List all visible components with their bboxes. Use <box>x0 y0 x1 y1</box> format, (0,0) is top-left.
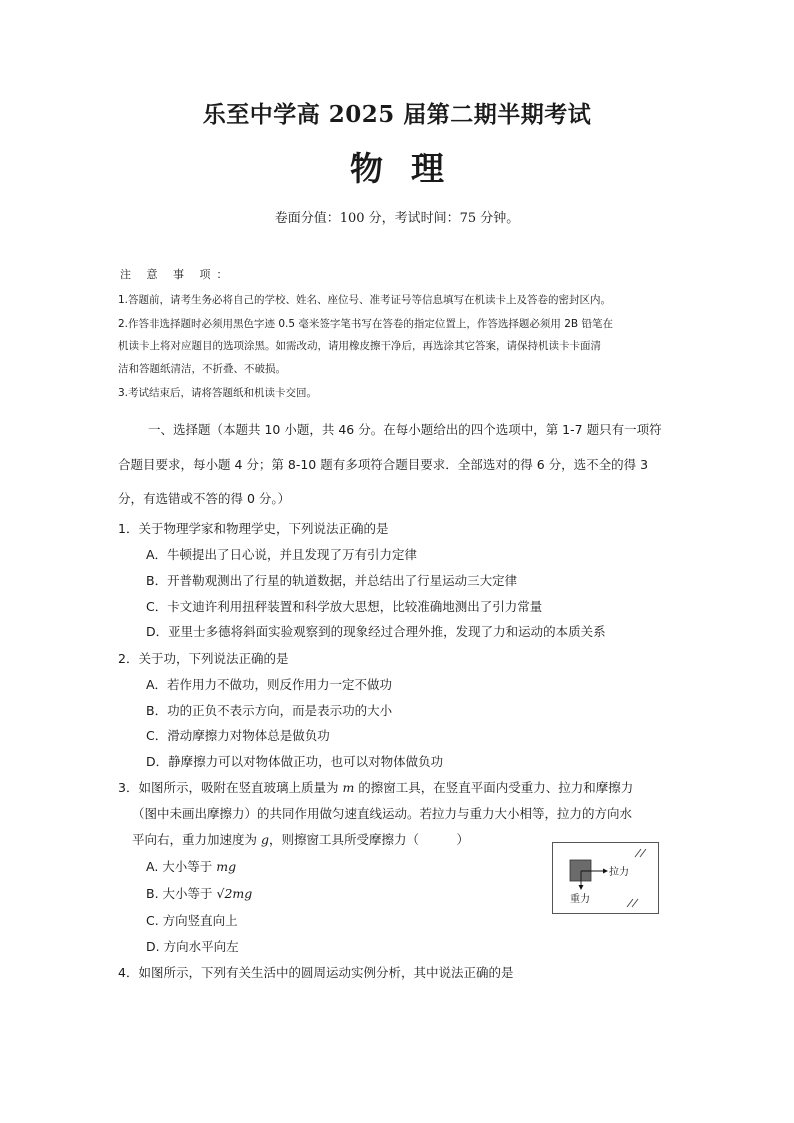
question-3-stem-line1 <box>118 778 633 796</box>
glass-mark <box>627 899 633 907</box>
question-2-option-d: D．静摩擦力可以对物体做正功，也可以对物体做负功 <box>146 754 444 769</box>
question-2-option-b: B．功的正负不表示方向，而是表示功的大小 <box>146 703 393 718</box>
stem-text: 3．如图所示，吸附在竖直玻璃上质量为 <box>118 780 343 795</box>
notice-item: 机读卡上将对应题目的选项涂黑。如需改动，请用橡皮擦干净后，再选涂其它答案，请保持机读卡卡面清 <box>118 340 601 352</box>
subject-title: 物理 <box>350 149 472 188</box>
gravity-symbol: g <box>260 832 269 847</box>
question-3-stem-line3 <box>132 830 469 848</box>
cleaning-tool-block <box>570 860 591 881</box>
section-intro: 一、选择题（本题共 10 小题，共 46 分。在每小题给出的四个选项中，第 1-7 题只有一项符 <box>148 422 662 437</box>
score-info: 卷面分值：100 分，考试时间：75 分钟。 <box>274 211 520 226</box>
window-cleaner-figure <box>552 842 659 914</box>
notice-item: 3.考试结束后，请将答题纸和机读卡交回。 <box>118 387 318 399</box>
notice-heading: 注 意 事 项： <box>120 268 234 281</box>
question-1-option-a: A．牛顿提出了日心说，并且发现了万有引力定律 <box>146 547 418 562</box>
question-1-option-b: B．开普勒观测出了行星的轨道数据，并总结出了行星运动三大定律 <box>146 573 518 588</box>
section-intro: 分，有选错或不答的得 0 分。） <box>118 491 291 506</box>
question-3-option-c: C. 方向竖直向上 <box>146 913 238 928</box>
pull-label: 拉力 <box>609 867 629 878</box>
option-text: B. 大小等于 <box>146 886 217 901</box>
option-math: √2mg <box>216 886 253 901</box>
mass-symbol: m <box>342 780 355 795</box>
figure-drawing <box>553 843 658 913</box>
question-3-option-b <box>146 884 252 902</box>
question-1-option-c: C．卡文迪许利用扭秤装置和科学放大思想，比较准确地测出了引力常量 <box>146 599 543 614</box>
question-2-option-a: A．若作用力不做功，则反作用力一定不做功 <box>146 677 393 692</box>
gravity-label: 重力 <box>570 894 590 905</box>
question-2-option-c: C．滑动摩擦力对物体总是做负功 <box>146 728 330 743</box>
question-1-stem: 1．关于物理学家和物理学史，下列说法正确的是 <box>118 521 389 536</box>
section-intro: 合题目要求，每小题 4 分；第 8-10 题有多项符合题目要求．全部选对的得 6 分，选不全的得 3 <box>118 457 649 472</box>
notice-item: 2.作答非选择题时必须用黑色字迹 0.5 毫米签字笔书写在答卷的指定位置上，作答选择题必须用 2B 铅笔在 <box>118 318 613 330</box>
question-3-stem-line2: （图中未画出摩擦力）的共同作用做匀速直线运动。若拉力与重力大小相等，拉力的方向水 <box>132 806 633 821</box>
question-1-option-d: D．亚里士多德将斜面实验观察到的现象经过合理外推，发现了力和运动的本质关系 <box>146 624 606 639</box>
notice-item: 洁和答题纸清洁，不折叠、不破损。 <box>118 363 286 375</box>
stem-text: 平向右，重力加速度为 <box>132 832 261 847</box>
question-4-stem: 4．如图所示，下列有关生活中的圆周运动实例分析，其中说法正确的是 <box>118 965 514 980</box>
exam-title: 乐至中学高 2025 届第二期半期考试 <box>202 101 592 128</box>
gravity-arrowhead-icon <box>579 885 584 890</box>
pull-arrowhead-icon <box>603 869 608 874</box>
question-3-option-d: D. 方向水平向左 <box>146 939 239 954</box>
question-2-stem: 2．关于功，下列说法正确的是 <box>118 651 289 666</box>
glass-mark <box>632 899 638 907</box>
glass-mark <box>640 849 646 857</box>
stem-text: 的擦窗工具，在竖直平面内受重力、拉力和摩擦力 <box>354 780 634 795</box>
glass-mark <box>635 849 641 857</box>
option-text: A. 大小等于 <box>146 859 217 874</box>
option-math: mg <box>216 859 237 874</box>
notice-item: 1.答题前，请考生务必将自己的学校、姓名、座位号、准考证号等信息填写在机读卡上及答卷的密封区内。 <box>118 294 612 306</box>
stem-text: ，则擦窗工具所受摩擦力（ ） <box>269 832 470 847</box>
question-3-option-a <box>146 857 236 875</box>
